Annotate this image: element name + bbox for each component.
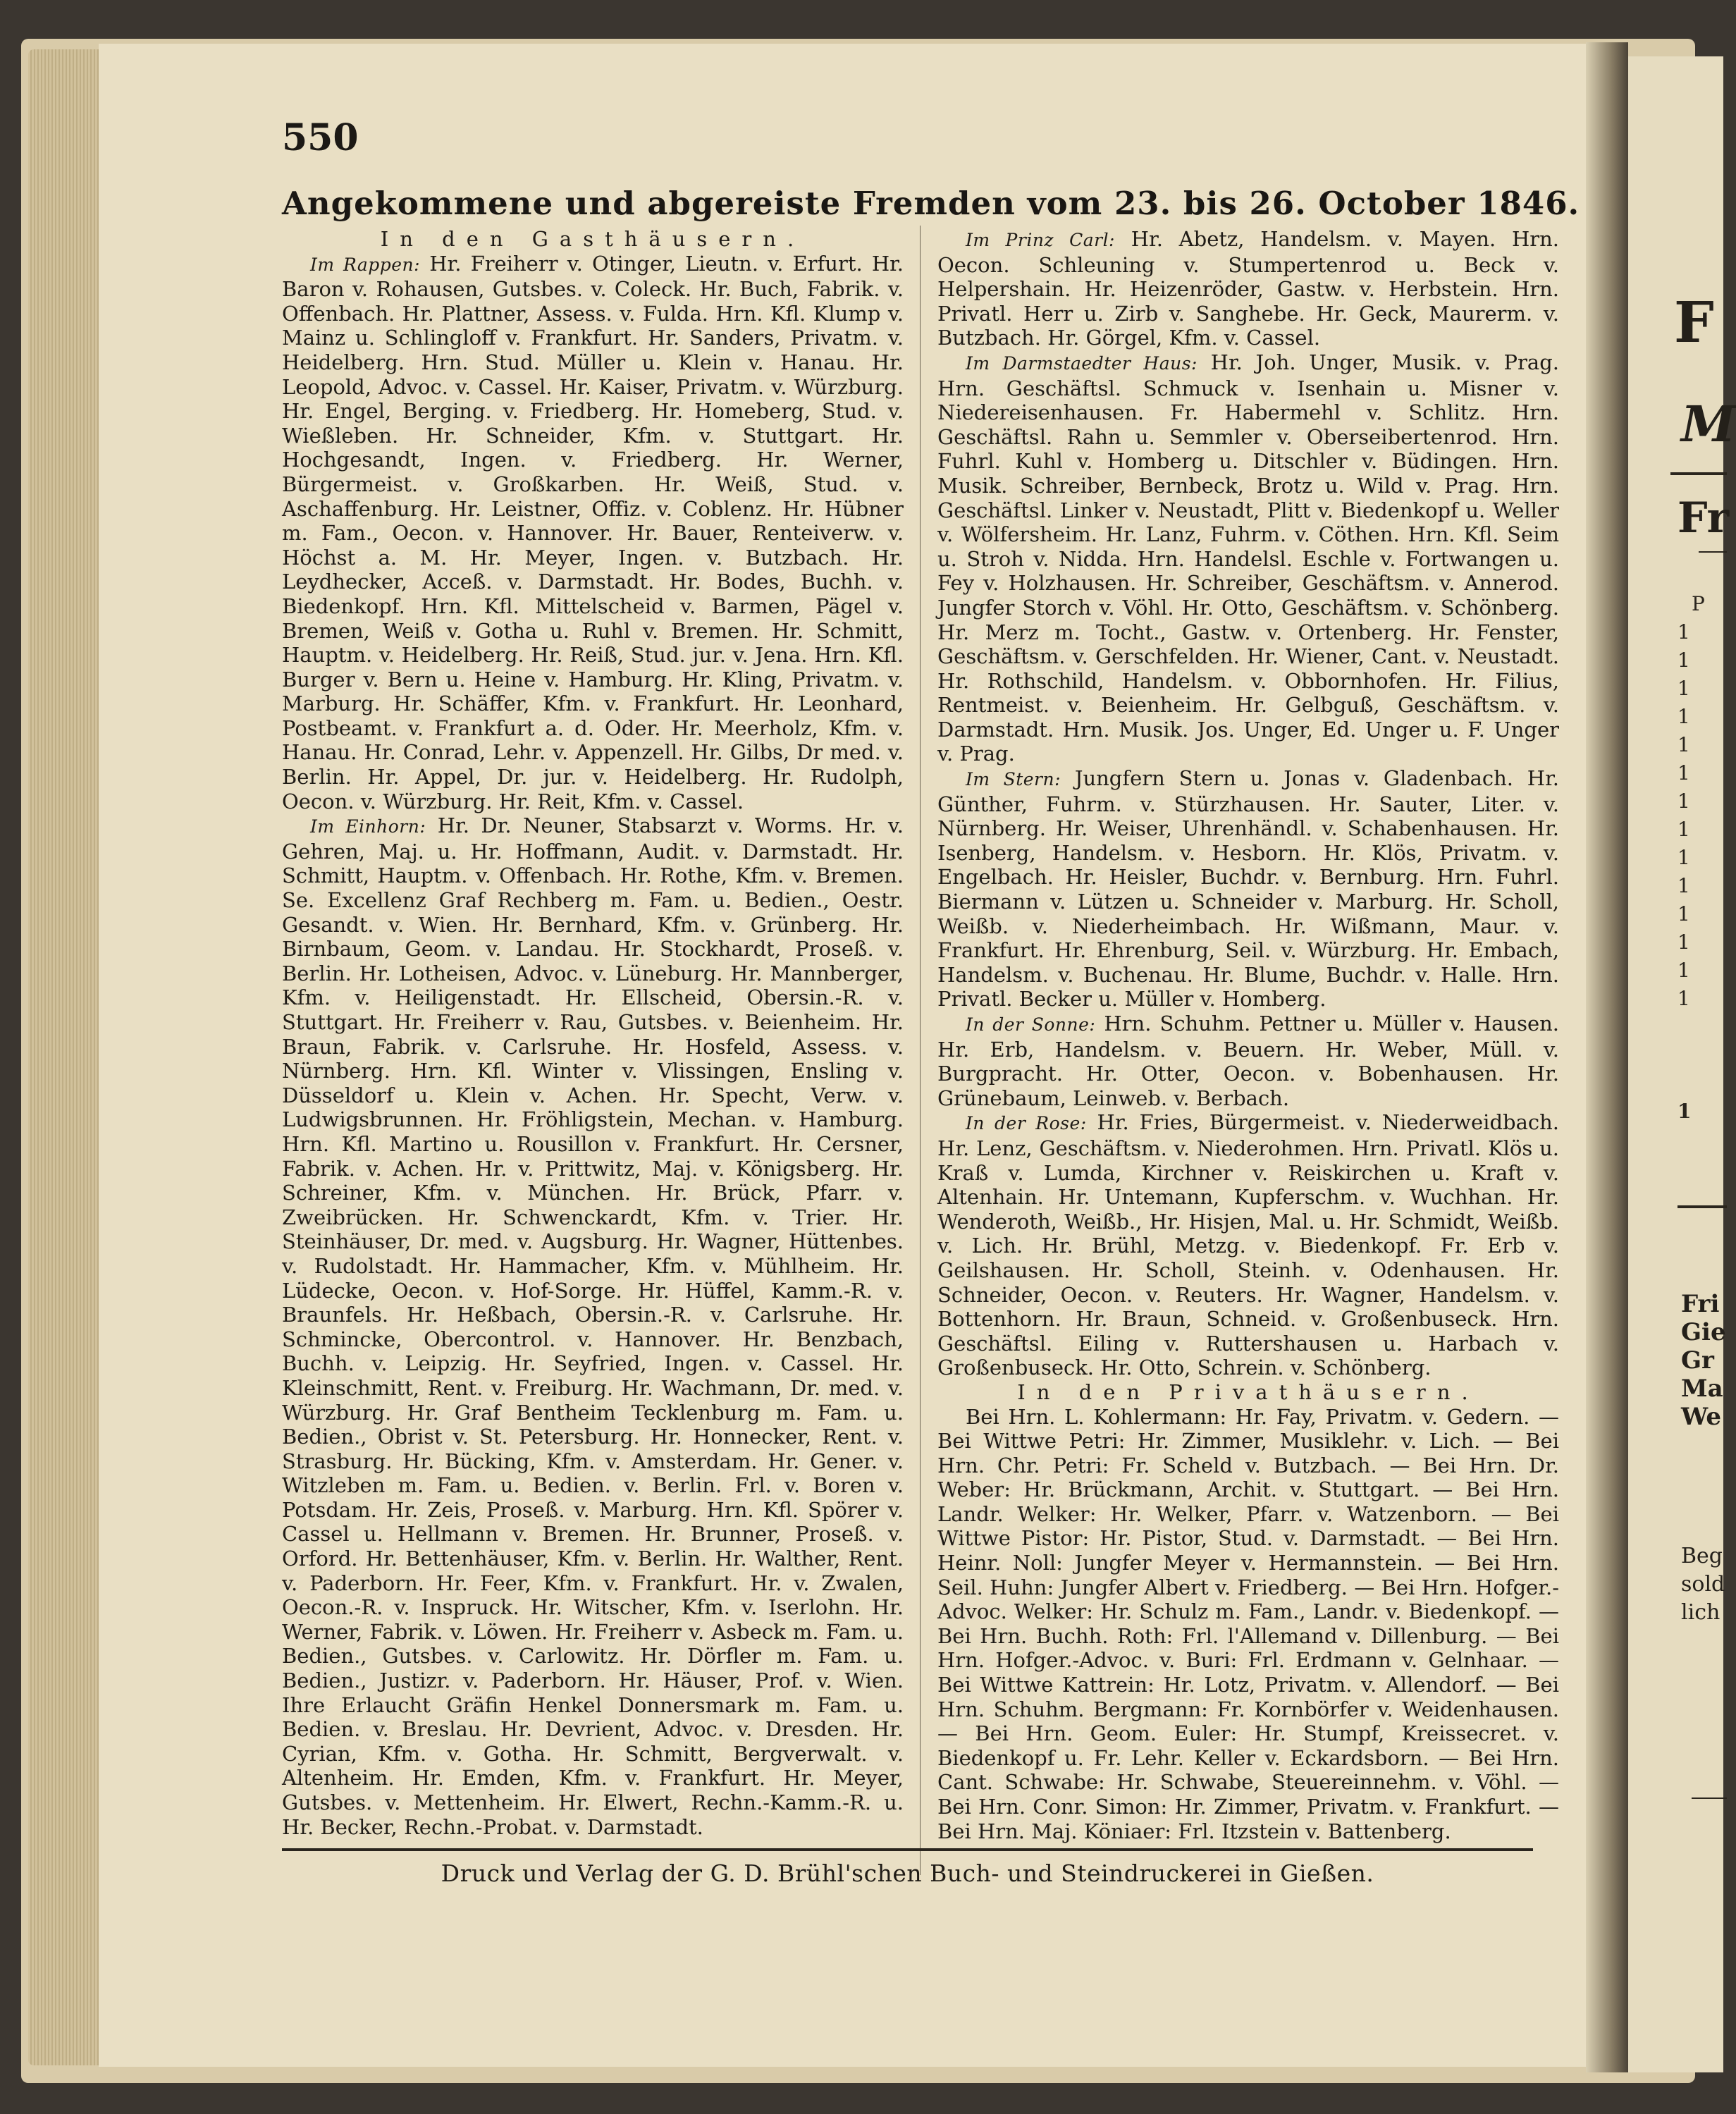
hotel-name: Im Rappen:: [310, 254, 421, 275]
hotel-entry: [937, 350, 1559, 766]
hotel-guests: Hr. Abetz, Handelsm. v. Mayen. Hrn. Oecon. Schleuning v. Stumpertenrod u. Beck v. Helpershain. Hr. Heizenröder, Gastw. v. Herbstein. Hrn. Privatl. Herr u. Zirb v. Sanghebe. Hr. Geck, Maurerm. v. Butzbach. Hr. Görgel, Kfm. v. Cassel.: [937, 227, 1560, 350]
adjacent-fragment: M: [1681, 395, 1736, 453]
adjacent-page: [1628, 56, 1736, 2072]
hotel-guests: Hr. Fries, Bürgermeist. v. Niederweidbach. Hr. Lenz, Geschäftsm. v. Niederohmen. Hrn. Privatl. Klös u. Kraß v. Lumda, Kirchner v. Reiskirchen u. Kraft v. Altenhain. Hr. Untemann, Kupferschm. v. Wuchhan. Hr. Wenderoth, Weißb., Hr. Hisjen, Mal. u. Hr. Schmidt, Weißb. v. Lich. Hr. Brühl, Metzg. v. Biedenkopf. Fr. Erb v. Geilshausen. Hr. Scholl, Steinh. v. Odenhausen. Hr. Schneider, Oecon. v. Reuters. Hr. Wagner, Handelsm. v. Bottenhorn. Hr. Braun, Schneid. v. Großenbuseck. Hrn. Geschäftsl. Eiling v. Ruttershausen u. Harbach v. Großenbuseck. Hr. Otto, Schrein. v. Schönberg.: [937, 1110, 1559, 1380]
hotel-guests: Hrn. Schuhm. Pettner u. Müller v. Hausen. Hr. Erb, Handelsm. v. Beuern. Hr. Weber, Müll. v. Burgpracht. Hr. Otter, Oecon. v. Bobenhausen. Hr. Grünebaum, Leinweb. v. Berbach.: [937, 1012, 1560, 1110]
adjacent-number: 1: [1677, 846, 1690, 869]
hotel-entry: [937, 1110, 1559, 1380]
adjacent-number: 1: [1677, 649, 1690, 672]
adjacent-rule: [1699, 551, 1727, 553]
hotel-guests: Jungfern Stern u. Jonas v. Gladenbach. Hr. Günther, Fuhrm. v. Stürzhausen. Hr. Sauter, Liter. v. Nürnberg. Hr. Weiser, Uhrenhändl. v. Schabenhausen. Hr. Isenberg, Handelsm. v. Hesborn. Hr. Klös, Privatm. v. Engelbach. Hr. Heisler, Buchdr. v. Bernburg. Hrn. Fuhrl. Biermann v. Lützen u. Schneider v. Marburg. Hr. Scholl, Weißb. v. Niederheimbach. Hr. Wißmann, Maur. v. Frankfurt. Hr. Ehrenburg, Seil. v. Würzburg. Hr. Embach, Handelsm. v. Buchenau. Hr. Blume, Buchdr. v. Halle. Hrn. Privatl. Becker u. Müller v. Homberg.: [937, 766, 1559, 1012]
adjacent-fragment: Gr: [1681, 1346, 1714, 1375]
adjacent-number: 1: [1677, 818, 1690, 841]
adjacent-number: 1: [1677, 987, 1690, 1010]
hotel-entry: [282, 813, 904, 1839]
column-divider: [920, 226, 921, 1875]
adjacent-fragment: Gie: [1681, 1318, 1726, 1346]
section-subheading: In den Gasthäusern.: [380, 227, 806, 251]
hotel-entry: [937, 1012, 1559, 1110]
adjacent-number: 1: [1677, 733, 1690, 756]
private-houses-subheading: In den Privathäusern.: [1017, 1379, 1479, 1404]
adjacent-fragment: Beg: [1681, 1544, 1723, 1568]
adjacent-fragment: sold: [1681, 1572, 1725, 1597]
book-gutter: [1586, 42, 1628, 2072]
left-column: [282, 227, 904, 1839]
page-number: 550: [282, 116, 359, 159]
hotel-entry: [282, 252, 904, 814]
adjacent-number: 1: [1677, 620, 1690, 644]
printer-imprint: Druck und Verlag der G. D. Brühl'schen Buch- und Steindruckerei in Gießen.: [441, 1860, 1374, 1887]
hotel-name: Im Einhorn:: [310, 816, 426, 837]
hotel-name: Im Darmstaedter Haus:: [966, 352, 1198, 374]
adjacent-number: 1: [1677, 705, 1690, 728]
adjacent-fragment: Fr: [1677, 493, 1730, 543]
adjacent-number: 1: [1677, 1100, 1692, 1123]
hotel-entry: [937, 227, 1559, 350]
hotel-name: In der Rose:: [966, 1113, 1087, 1134]
adjacent-number: 1: [1677, 789, 1690, 813]
adjacent-number: 1: [1677, 874, 1690, 897]
hotel-guests: Hr. Dr. Neuner, Stabsarzt v. Worms. Hr. v. Gehren, Maj. u. Hr. Hoffmann, Audit. v. Darmstadt. Hr. Schmitt, Hauptm. v. Offenbach. Hr. Rothe, Kfm. v. Bremen. Se. Excellenz Graf Rechberg m. Fam. u. Bedien., Oestr. Gesandt. v. Wien. Hr. Bernhard, Kfm. v. Grünberg. Hr. Birnbaum, Geom. v. Landau. Hr. Stockhardt, Proseß. v. Berlin. Hr. Lotheisen, Advoc. v. Lüneburg. Hr. Mannberger, Kfm. v. Heiligenstadt. Hr. Ellscheid, Obersin.-R. v. Stuttgart. Hr. Freiherr v. Rau, Gutsbes. v. Beienheim. Hr. Braun, Fabrik. v. Carlsruhe. Hr. Hosfeld, Assess. v. Nürnberg. Hrn. Kfl. Winter v. Vlissingen, Ensling v. Düsseldorf u. Klein v. Achen. Hr. Specht, Verw. v. Ludwigsbrunnen. Hr. Fröhligstein, Mechan. v. Hamburg. Hrn. Kfl. Martino u. Rousillon v. Frankfurt. Hr. Cersner, Fabrik. v. Achen. Hr. v. Prittwitz, Maj. v. Königsberg. Hr. Schreiner, Kfm. v. München. Hr. Brück, Pfarr. v. Zweibrücken. Hr. Schwenckardt, Kfm. v. Trier. Hr. Steinhäuser, Dr. med. v. Augsburg. Hr. Wagner, Hüttenbes. v. Rudolstadt. Hr. Hammacher, Kfm. v. Mühlheim. Hr. Lüdecke, Oecon. v. Hof-Sorge. Hr. Hüffel, Kamm.-R. v. Braunfels. Hr. Heßbach, Obersin.-R. v. Carlsruhe. Hr. Schmincke, Obercontrol. v. Hannover. Hr. Benzbach, Buchh. v. Leipzig. Hr. Seyfried, Ingen. v. Cassel. Hr. Kleinschmitt, Rent. v. Freiburg. Hr. Wachmann, Dr. med. v. Würzburg. Hr. Graf Bentheim Tecklenburg m. Fam. u. Bedien., Obrist v. St. Petersburg. Hr. Honnecker, Rent. v. Strasburg. Hr. Bücking, Kfm. v. Amsterdam. Hr. Gener. v. Witzleben m. Fam. u. Bedien. v. Berlin. Frl. v. Boren v. Potsdam. Hr. Zeis, Proseß. v. Marburg. Hrn. Kfl. Spörer v. Cassel u. Hellmann v. Bremen. Hr. Brunner, Proseß. v. Orford. Hr. Bettenhäuser, Kfm. v. Berlin. Hr. Walther, Rent. v. Paderborn. Hr. Feer, Kfm. v. Frankfurt. Hr. v. Zwalen, Oecon.-R. v. Inspruck. Hr. Witscher, Kfm. v. Iserlohn. Hr. Werner, Fabrik. v. Löwen. Hr. Freiherr v. Asbeck m. Fam. u. Bedien., Gutsbes. v. Carlowitz. Hr. Dörfler m. Fam. u. Bedien., Justizr. v. Paderborn. Hr. Häuser, Prof. v. Wien. Ihre Erlaucht Gräfin Henkel Donnersmark m. Fam. u. Bedien. v. Breslau. Hr. Devrient, Advoc. v. Dresden. Hr. Cyrian, Kfm. v. Gotha. Hr. Schmitt, Bergverwalt. v. Altenheim. Hr. Emden, Kfm. v. Frankfurt. Hr. Meyer, Gutsbes. v. Mettenheim. Hr. Elwert, Rechn.-Kamm.-R. u. Hr. Becker, Rechn.-Probat. v. Darmstadt.: [282, 813, 904, 1839]
adjacent-number: 1: [1677, 902, 1690, 926]
adjacent-number: P: [1692, 592, 1705, 615]
page-heading: Angekommene und abgereiste Fremden vom 23. bis 26. October 1846.: [282, 185, 1580, 222]
hotel-name: In der Sonne:: [966, 1014, 1096, 1035]
adjacent-number: 1: [1677, 959, 1690, 982]
adjacent-rule: [1677, 1205, 1727, 1208]
adjacent-fragment: lich: [1681, 1600, 1720, 1625]
private-houses-text: Bei Hrn. L. Kohlermann: Hr. Fay, Privatm. v. Gedern. — Bei Wittwe Petri: Hr. Zimmer, Musiklehr. v. Lich. — Bei Hrn. Chr. Petri: Fr. Scheld v. Butzbach. — Bei Hrn. Dr. Weber: Hr. Brückmann, Archit. v. Stuttgart. — Bei Hrn. Landr. Welker: Hr. Welker, Pfarr. v. Watzenborn. — Bei Wittwe Pistor: Hr. Pistor, Stud. v. Darmstadt. — Bei Hrn. Heinr. Noll: Jungfer Meyer v. Hermannstein. — Bei Hrn. Seil. Huhn: Jungfer Albert v. Friedberg. — Bei Hrn. Hofger.-Advoc. Welker: Hr. Schulz m. Fam., Landr. v. Biedenkopf. — Bei Hrn. Buchh. Roth: Frl. l'Allemand v. Dillenburg. — Bei Hrn. Hofger.-Advoc. v. Buri: Frl. Erdmann v. Gelnhaar. — Bei Wittwe Kattrein: Hr. Lotz, Privatm. v. Allendorf. — Bei Hrn. Schuhm. Bergmann: Fr. Kornbörfer v. Weidenhausen. — Bei Hrn. Geom. Euler: Hr. Stumpf, Kreissecret. v. Biedenkopf u. Fr. Lehr. Keller v. Eckardsborn. — Bei Hrn. Cant. Schwabe: Hr. Schwabe, Steuereinnehm. v. Vöhl. — Bei Hrn. Conr. Simon: Hr. Zimmer, Privatm. v. Frankfurt. — Bei Hrn. Maj. Köniaer: Frl. Itzstein v. Battenberg.: [937, 1404, 1559, 1843]
bottom-rule: [282, 1848, 1533, 1851]
adjacent-number: 1: [1677, 930, 1690, 954]
hotel-name: Im Stern:: [966, 769, 1061, 790]
adjacent-fragment: Ma: [1681, 1375, 1723, 1403]
adjacent-rule: [1670, 472, 1727, 475]
right-column: [937, 227, 1559, 1843]
adjacent-number: 1: [1677, 677, 1690, 700]
adjacent-fragment: We: [1681, 1403, 1722, 1431]
hotel-guests: Hr. Joh. Unger, Musik. v. Prag. Hrn. Geschäftsl. Schmuck v. Isenhain u. Misner v. Niedereisenhausen. Fr. Habermehl v. Schlitz. Hrn. Geschäftsl. Rahn u. Semmler v. Oberseibertenrod. Hrn. Fuhrl. Kuhl v. Homberg u. Ditschler v. Büdingen. Hrn. Musik. Schreiber, Bernbeck, Brotz u. Wild v. Prag. Hrn. Geschäftsl. Linker v. Neustadt, Plitt v. Biedenkopf u. Weller v. Wölfersheim. Hr. Lanz, Fuhrm. v. Cöthen. Hrn. Kfl. Seim u. Stroh v. Nidda. Hrn. Handelsl. Eschle v. Fortwangen u. Fey v. Holzhausen. Hr. Schreiber, Geschäftsm. v. Annerod. Jungfer Storch v. Vöhl. Hr. Otto, Geschäftsm. v. Schönberg. Hr. Merz m. Tocht., Gastw. v. Ortenberg. Hr. Fenster, Geschäftsm. v. Gerschfelden. Hr. Wiener, Cant. v. Neustadt. Hr. Rothschild, Handelsm. v. Obbornhofen. Hr. Filius, Rentmeist. v. Beienheim. Hr. Gelbguß, Geschäftsm. v. Darmstadt. Hrn. Musik. Jos. Unger, Ed. Unger u. F. Unger v. Prag.: [937, 350, 1559, 766]
hotel-name: Im Prinz Carl:: [966, 230, 1115, 250]
adjacent-fragment: Fri: [1681, 1290, 1720, 1318]
adjacent-fragment: F: [1674, 289, 1714, 355]
adjacent-number: 1: [1677, 761, 1690, 785]
adjacent-rule: [1692, 1797, 1727, 1799]
hotel-guests: Hr. Freiherr v. Otinger, Lieutn. v. Erfurt. Hr. Baron v. Rohausen, Gutsbes. v. Coleck. Hr. Buch, Fabrik. v. Offenbach. Hr. Plattner, Assess. v. Fulda. Hrn. Kfl. Klump v. Mainz u. Schlingloff v. Frankfurt. Hr. Sanders, Privatm. v. Heidelberg. Hrn. Stud. Müller u. Klein v. Hanau. Hr. Leopold, Advoc. v. Cassel. Hr. Kaiser, Privatm. v. Würzburg. Hr. Engel, Berging. v. Friedberg. Hr. Homeberg, Stud. v. Wießleben. Hr. Schneider, Kfm. v. Stuttgart. Hr. Hochgesandt, Ingen. v. Friedberg. Hr. Werner, Bürgermeist. v. Großkarben. Hr. Weiß, Stud. v. Aschaffenburg. Hr. Leistner, Offiz. v. Coblenz. Hr. Hübner m. Fam., Oecon. v. Hannover. Hr. Bauer, Renteiverw. v. Höchst a. M. Hr. Meyer, Ingen. v. Butzbach. Hr. Leydhecker, Acceß. v. Darmstadt. Hr. Bodes, Buchh. v. Biedenkopf. Hrn. Kfl. Mittelscheid v. Barmen, Pägel v. Bremen, Weiß v. Gotha u. Ruhl v. Bremen. Hr. Schmitt, Hauptm. v. Heidelberg. Hr. Reiß, Stud. jur. v. Jena. Hrn. Kfl. Burger v. Bern u. Heine v. Hamburg. Hr. Kling, Privatm. v. Marburg. Hr. Schäffer, Kfm. v. Frankfurt. Hr. Leonhard, Postbeamt. v. Frankfurt a. d. Oder. Hr. Meerholz, Kfm. v. Hanau. Hr. Conrad, Lehr. v. Appenzell. Hr. Gilbs, Dr med. v. Berlin. Hr. Appel, Dr. jur. v. Heidelberg. Hr. Rudolph, Oecon. v. Würzburg. Hr. Reit, Kfm. v. Cassel.: [282, 251, 904, 813]
hotel-entry: [937, 766, 1559, 1012]
